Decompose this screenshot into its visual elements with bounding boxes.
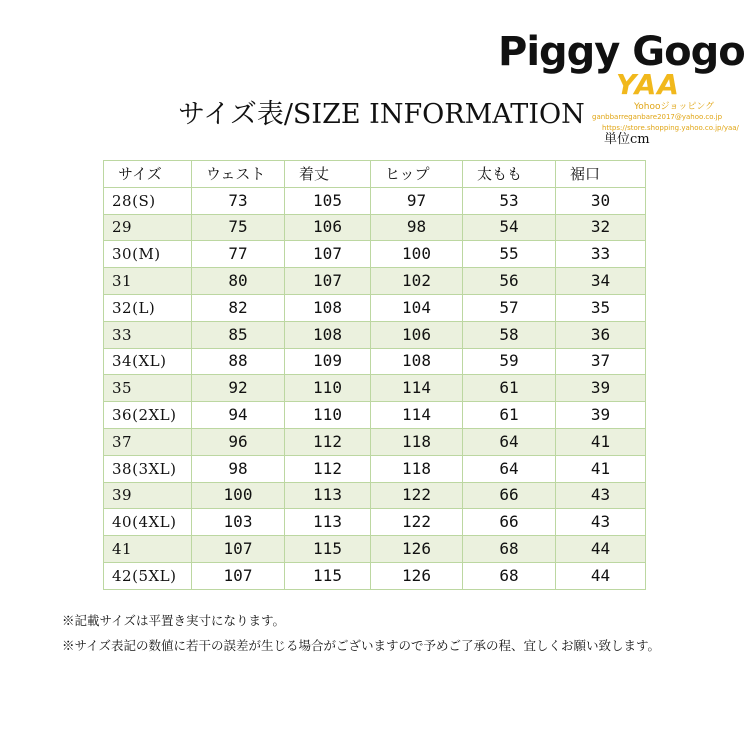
cell-thigh: 66 [463, 482, 556, 509]
table-row [104, 455, 646, 482]
cell-thigh: 68 [463, 562, 556, 589]
cell-waist: 80 [192, 268, 285, 295]
cell-size: 30(M) [104, 241, 192, 268]
cell-size: 31 [104, 268, 192, 295]
cell-hip: 126 [371, 536, 463, 563]
cell-hip: 122 [371, 482, 463, 509]
table-header-row [104, 161, 646, 188]
cell-waist: 94 [192, 402, 285, 429]
cell-length: 109 [285, 348, 371, 375]
cell-waist: 96 [192, 428, 285, 455]
cell-hip: 100 [371, 241, 463, 268]
cell-hem: 39 [556, 402, 646, 429]
cell-hem: 34 [556, 268, 646, 295]
cell-size: 38(3XL) [104, 455, 192, 482]
cell-hip: 102 [371, 268, 463, 295]
cell-thigh: 54 [463, 214, 556, 241]
cell-hip: 122 [371, 509, 463, 536]
cell-length: 110 [285, 402, 371, 429]
table-row [104, 214, 646, 241]
cell-length: 115 [285, 562, 371, 589]
table-row [104, 375, 646, 402]
cell-waist: 100 [192, 482, 285, 509]
cell-size: 42(5XL) [104, 562, 192, 589]
cell-size: 32(L) [104, 294, 192, 321]
cell-hip: 104 [371, 294, 463, 321]
cell-waist: 75 [192, 214, 285, 241]
cell-hem: 44 [556, 562, 646, 589]
table-row [104, 428, 646, 455]
cell-size: 29 [104, 214, 192, 241]
cell-thigh: 53 [463, 187, 556, 214]
table-row [104, 509, 646, 536]
cell-length: 113 [285, 482, 371, 509]
cell-size: 35 [104, 375, 192, 402]
cell-thigh: 58 [463, 321, 556, 348]
header-length: 着丈 [285, 161, 371, 188]
cell-waist: 73 [192, 187, 285, 214]
cell-hip: 118 [371, 428, 463, 455]
cell-size: 39 [104, 482, 192, 509]
cell-waist: 92 [192, 375, 285, 402]
table-row [104, 482, 646, 509]
header-thigh: 太もも [463, 161, 556, 188]
cell-hip: 97 [371, 187, 463, 214]
table-body [104, 187, 646, 589]
cell-size: 28(S) [104, 187, 192, 214]
size-table [103, 160, 646, 590]
table-row [104, 268, 646, 295]
cell-hem: 33 [556, 241, 646, 268]
note-measurement: ※記載サイズは平置き実寸になります。 [62, 613, 286, 628]
cell-hem: 30 [556, 187, 646, 214]
cell-size: 34(XL) [104, 348, 192, 375]
cell-size: 40(4XL) [104, 509, 192, 536]
table-row [104, 536, 646, 563]
cell-hem: 43 [556, 482, 646, 509]
cell-length: 112 [285, 428, 371, 455]
cell-thigh: 55 [463, 241, 556, 268]
table-row [104, 562, 646, 589]
cell-thigh: 61 [463, 402, 556, 429]
header-waist: ウェスト [192, 161, 285, 188]
cell-thigh: 61 [463, 375, 556, 402]
cell-hem: 44 [556, 536, 646, 563]
table-row [104, 187, 646, 214]
cell-hem: 41 [556, 455, 646, 482]
cell-hem: 32 [556, 214, 646, 241]
cell-waist: 88 [192, 348, 285, 375]
cell-hip: 126 [371, 562, 463, 589]
cell-hem: 41 [556, 428, 646, 455]
logo-url: https://store.shopping.yahoo.co.jp/yaa/ [602, 124, 739, 132]
cell-thigh: 68 [463, 536, 556, 563]
cell-waist: 77 [192, 241, 285, 268]
cell-length: 115 [285, 536, 371, 563]
logo-sub: YAA [616, 68, 680, 101]
cell-length: 107 [285, 241, 371, 268]
cell-hem: 35 [556, 294, 646, 321]
table-row [104, 241, 646, 268]
cell-length: 108 [285, 321, 371, 348]
cell-thigh: 64 [463, 428, 556, 455]
cell-length: 107 [285, 268, 371, 295]
table-row [104, 402, 646, 429]
logo-shop-label: Yohooジョッピング [634, 102, 715, 112]
cell-length: 108 [285, 294, 371, 321]
cell-length: 113 [285, 509, 371, 536]
cell-waist: 98 [192, 455, 285, 482]
cell-size: 37 [104, 428, 192, 455]
table-row [104, 294, 646, 321]
cell-hem: 36 [556, 321, 646, 348]
table-row [104, 321, 646, 348]
header-size: サイズ [104, 161, 192, 188]
cell-size: 36(2XL) [104, 402, 192, 429]
cell-hip: 106 [371, 321, 463, 348]
cell-thigh: 66 [463, 509, 556, 536]
cell-thigh: 64 [463, 455, 556, 482]
cell-size: 41 [104, 536, 192, 563]
cell-hem: 39 [556, 375, 646, 402]
cell-length: 110 [285, 375, 371, 402]
note-tolerance: ※サイズ表記の数値に若干の誤差が生じる場合がございますので予めご了承の程、宜しくお願い致します。 [62, 638, 661, 653]
cell-hip: 114 [371, 375, 463, 402]
cell-hem: 43 [556, 509, 646, 536]
cell-thigh: 56 [463, 268, 556, 295]
cell-waist: 82 [192, 294, 285, 321]
cell-size: 33 [104, 321, 192, 348]
cell-hip: 118 [371, 455, 463, 482]
cell-thigh: 57 [463, 294, 556, 321]
logo-name: Piggy Gogo [498, 29, 745, 75]
cell-hip: 98 [371, 214, 463, 241]
unit-label: 単位cm [604, 132, 650, 147]
cell-waist: 103 [192, 509, 285, 536]
page-title: サイズ表/SIZE INFORMATION [178, 99, 585, 130]
cell-length: 112 [285, 455, 371, 482]
cell-waist: 85 [192, 321, 285, 348]
cell-waist: 107 [192, 536, 285, 563]
cell-hip: 114 [371, 402, 463, 429]
header-hem: 裾口 [556, 161, 646, 188]
header-hip: ヒップ [371, 161, 463, 188]
cell-length: 105 [285, 187, 371, 214]
cell-hem: 37 [556, 348, 646, 375]
cell-length: 106 [285, 214, 371, 241]
cell-waist: 107 [192, 562, 285, 589]
cell-thigh: 59 [463, 348, 556, 375]
cell-hip: 108 [371, 348, 463, 375]
table-row [104, 348, 646, 375]
logo-email: ganbbarreganbare2017@yahoo.co.jp [592, 113, 723, 121]
